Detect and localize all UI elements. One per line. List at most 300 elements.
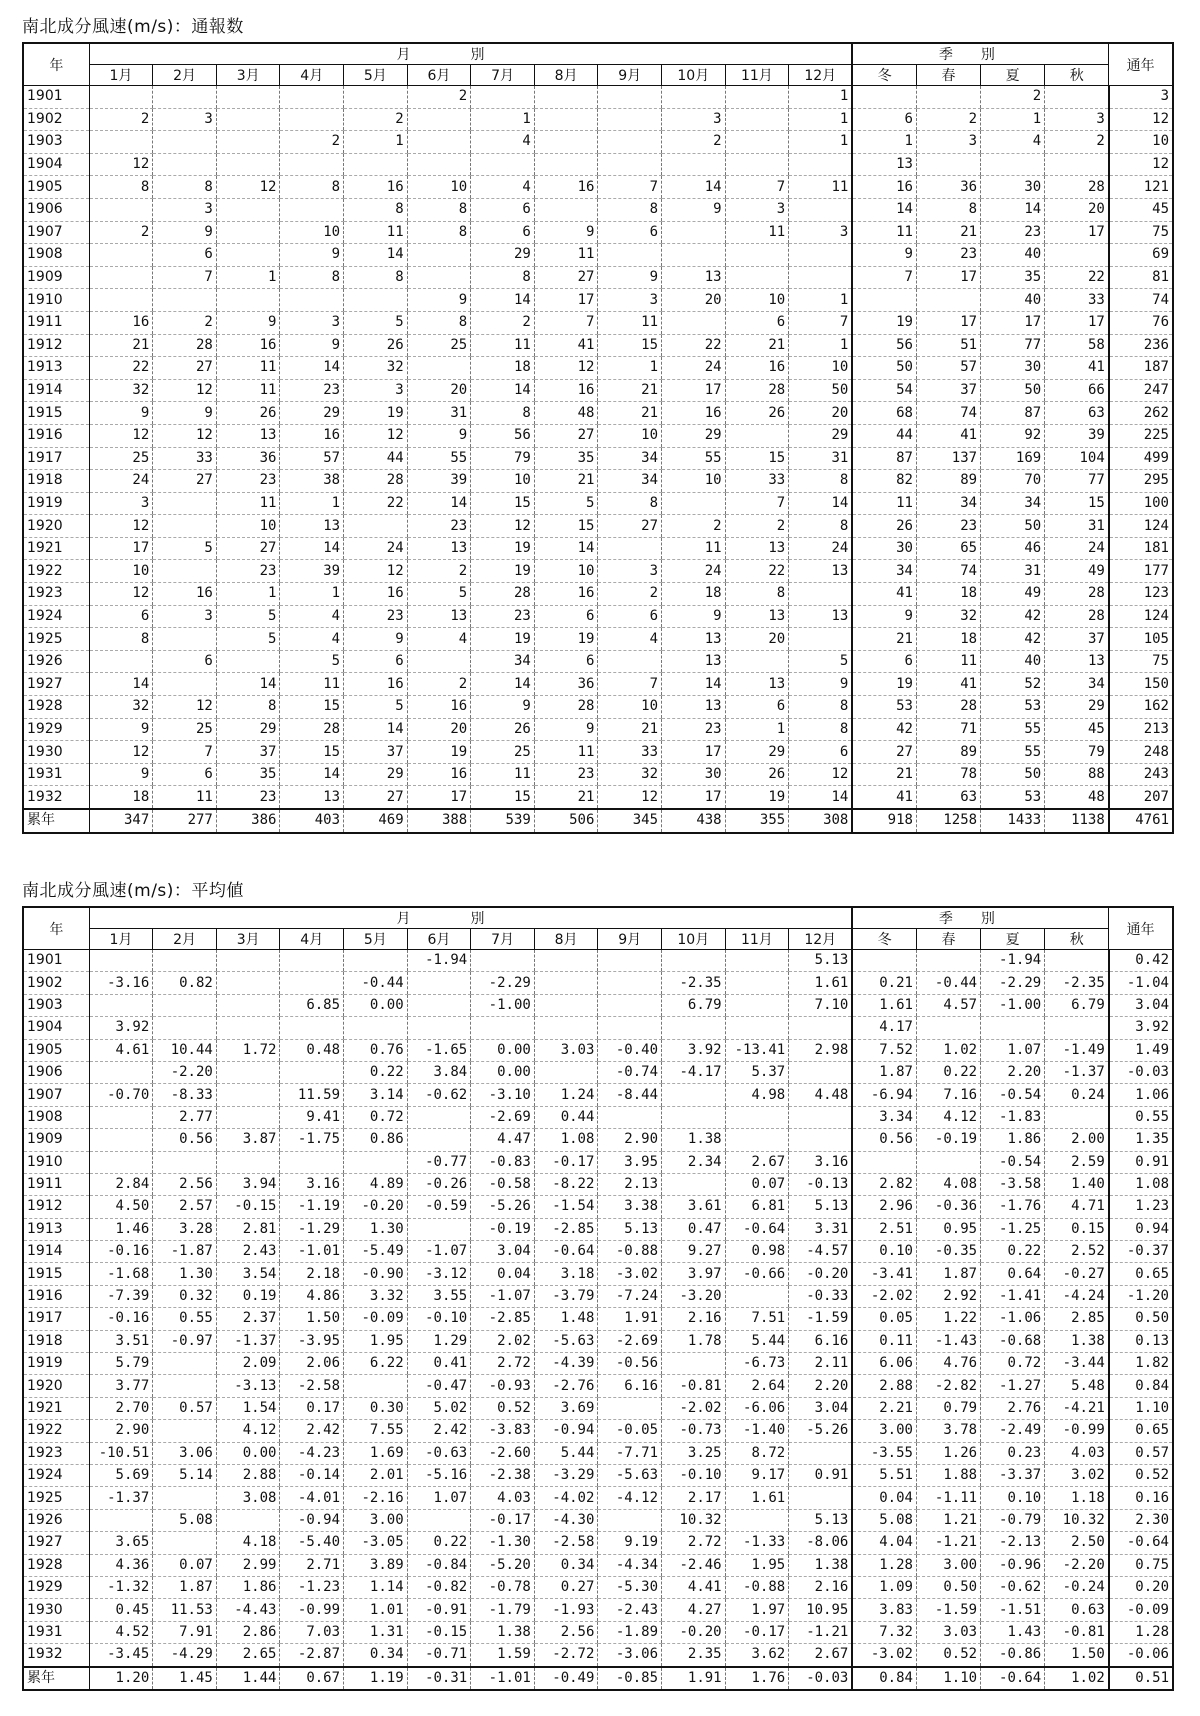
- year-cell: 1923: [23, 1442, 89, 1464]
- month-cell: 3.14: [344, 1084, 408, 1106]
- month-cell: [662, 221, 726, 244]
- season-cell: [1045, 244, 1109, 267]
- table-row: [23, 1464, 1173, 1486]
- month-cell: 5: [280, 650, 344, 673]
- month-cell: 277: [153, 809, 217, 833]
- month-cell: 6: [534, 605, 598, 628]
- season-cell: 1.18: [1045, 1487, 1109, 1509]
- season-cell: 4: [981, 131, 1045, 154]
- season-cell: 70: [981, 470, 1045, 493]
- month-cell: [153, 1353, 217, 1375]
- month-cell: [725, 131, 789, 154]
- month-cell: [725, 1285, 789, 1307]
- month-cell: 27: [153, 470, 217, 493]
- month-cell: 12: [89, 515, 153, 538]
- month-cell: 15: [280, 696, 344, 719]
- month-cell: [216, 1084, 280, 1106]
- season-cell: 41: [852, 786, 916, 809]
- month-cell: 21: [598, 379, 662, 402]
- month-cell: [598, 537, 662, 560]
- season-cell: -1.37: [1045, 1061, 1109, 1083]
- year-cell: 1905: [23, 176, 89, 199]
- annual-cell: 81: [1109, 266, 1173, 289]
- season-header: 夏: [981, 929, 1045, 950]
- table-row: [23, 1397, 1173, 1419]
- annual-cell: 75: [1109, 221, 1173, 244]
- season-cell: 0.23: [981, 1442, 1045, 1464]
- month-cell: [344, 1375, 408, 1397]
- season-cell: 1.02: [1045, 1667, 1109, 1690]
- month-cell: 6: [153, 244, 217, 267]
- month-cell: 7: [598, 176, 662, 199]
- annual-cell: 3.04: [1109, 994, 1173, 1016]
- month-cell: -2.20: [153, 1061, 217, 1083]
- year-cell: 1907: [23, 221, 89, 244]
- month-cell: 2: [725, 515, 789, 538]
- month-cell: -1.75: [280, 1129, 344, 1151]
- month-cell: 10.44: [153, 1039, 217, 1061]
- month-cell: 0.91: [789, 1464, 853, 1486]
- month-header: 2月: [153, 929, 217, 950]
- month-cell: [725, 153, 789, 176]
- month-cell: 1.61: [789, 972, 853, 994]
- month-cell: 1.76: [725, 1667, 789, 1690]
- season-header: 秋: [1045, 65, 1109, 86]
- month-cell: [789, 1442, 853, 1464]
- table-row: [23, 972, 1173, 994]
- month-cell: 20: [407, 379, 471, 402]
- month-cell: 1.29: [407, 1330, 471, 1352]
- month-cell: -0.20: [662, 1621, 726, 1643]
- month-cell: 14: [407, 492, 471, 515]
- month-cell: [789, 1487, 853, 1509]
- month-cell: 0.22: [344, 1061, 408, 1083]
- month-cell: 6.16: [789, 1330, 853, 1352]
- month-cell: 34: [471, 650, 535, 673]
- season-cell: 77: [1045, 470, 1109, 493]
- season-cell: 14: [981, 198, 1045, 221]
- month-cell: 8: [471, 402, 535, 425]
- month-cell: 1.31: [344, 1621, 408, 1643]
- month-cell: 23: [216, 786, 280, 809]
- table-row: [23, 718, 1173, 741]
- month-cell: 0.19: [216, 1285, 280, 1307]
- season-cell: 8: [916, 198, 980, 221]
- month-cell: 14: [471, 379, 535, 402]
- season-cell: -0.99: [1045, 1420, 1109, 1442]
- year-header: 年: [23, 43, 89, 86]
- month-cell: 16: [344, 176, 408, 199]
- month-header: 1月: [89, 65, 153, 86]
- month-cell: -0.81: [662, 1375, 726, 1397]
- month-cell: 11: [280, 673, 344, 696]
- season-cell: 0.10: [852, 1241, 916, 1263]
- month-cell: 4.41: [662, 1576, 726, 1598]
- season-cell: 66: [1045, 379, 1109, 402]
- annual-cell: 262: [1109, 402, 1173, 425]
- month-cell: 48: [534, 402, 598, 425]
- annual-cell: 124: [1109, 515, 1173, 538]
- season-cell: 41: [916, 424, 980, 447]
- table-row: [23, 1487, 1173, 1509]
- season-cell: 82: [852, 470, 916, 493]
- month-cell: 6: [789, 741, 853, 764]
- season-cell: 2.00: [1045, 1129, 1109, 1151]
- season-cell: 0.64: [981, 1263, 1045, 1285]
- month-header: 7月: [471, 929, 535, 950]
- month-cell: 2.71: [280, 1554, 344, 1576]
- month-cell: 16: [534, 176, 598, 199]
- month-cell: 14: [280, 357, 344, 380]
- month-cell: -4.43: [216, 1599, 280, 1621]
- month-header: 9月: [598, 929, 662, 950]
- month-cell: [789, 1106, 853, 1128]
- month-cell: 20: [789, 402, 853, 425]
- month-header: 8月: [534, 929, 598, 950]
- season-cell: -0.96: [981, 1554, 1045, 1576]
- month-cell: -0.70: [89, 1084, 153, 1106]
- season-cell: 11: [852, 221, 916, 244]
- season-cell: 36: [916, 176, 980, 199]
- season-cell: -0.86: [981, 1644, 1045, 1667]
- month-cell: [89, 198, 153, 221]
- season-cell: 34: [852, 560, 916, 583]
- month-cell: -2.72: [534, 1644, 598, 1667]
- month-cell: 2.90: [598, 1129, 662, 1151]
- month-cell: -4.01: [280, 1487, 344, 1509]
- month-cell: [789, 1129, 853, 1151]
- season-cell: 2.85: [1045, 1308, 1109, 1330]
- season-cell: 1.87: [916, 1263, 980, 1285]
- table-row: [23, 1017, 1173, 1039]
- month-cell: -5.49: [344, 1241, 408, 1263]
- month-cell: [407, 650, 471, 673]
- month-cell: 26: [216, 402, 280, 425]
- month-cell: 3.28: [153, 1218, 217, 1240]
- season-cell: 55: [981, 718, 1045, 741]
- season-cell: 50: [852, 357, 916, 380]
- year-cell: 1931: [23, 763, 89, 786]
- month-cell: 12: [89, 424, 153, 447]
- season-cell: 18: [916, 583, 980, 606]
- month-cell: 1.30: [153, 1263, 217, 1285]
- month-cell: 388: [407, 809, 471, 833]
- month-cell: [662, 492, 726, 515]
- table-row: [23, 515, 1173, 538]
- month-cell: 1: [598, 357, 662, 380]
- month-header: 7月: [471, 65, 535, 86]
- month-cell: -0.62: [407, 1084, 471, 1106]
- season-cell: [852, 1151, 916, 1173]
- season-cell: [852, 289, 916, 312]
- table-row: [23, 786, 1173, 809]
- month-cell: 2.17: [662, 1487, 726, 1509]
- month-cell: -0.94: [534, 1420, 598, 1442]
- month-cell: 79: [471, 447, 535, 470]
- month-cell: -0.09: [344, 1308, 408, 1330]
- year-cell: 1924: [23, 1464, 89, 1486]
- annual-cell: 1.06: [1109, 1084, 1173, 1106]
- month-cell: 0.86: [344, 1129, 408, 1151]
- season-cell: -2.13: [981, 1532, 1045, 1554]
- season-cell: 5.08: [852, 1509, 916, 1531]
- month-cell: 3: [662, 108, 726, 131]
- season-header: 冬: [852, 929, 916, 950]
- month-cell: 2: [471, 311, 535, 334]
- month-cell: 17: [407, 786, 471, 809]
- month-cell: [153, 153, 217, 176]
- season-cell: 23: [916, 515, 980, 538]
- month-cell: -6.06: [725, 1397, 789, 1419]
- month-cell: 9: [662, 198, 726, 221]
- season-cell: -1.41: [981, 1285, 1045, 1307]
- season-cell: [916, 289, 980, 312]
- annual-cell: 3.92: [1109, 1017, 1173, 1039]
- annual-cell: 213: [1109, 718, 1173, 741]
- season-cell: 18: [916, 628, 980, 651]
- month-cell: [216, 244, 280, 267]
- month-cell: 21: [89, 334, 153, 357]
- month-cell: [471, 950, 535, 972]
- month-cell: -0.15: [407, 1621, 471, 1643]
- table-row: [23, 1285, 1173, 1307]
- month-cell: 28: [344, 470, 408, 493]
- year-cell: 1928: [23, 696, 89, 719]
- month-cell: -2.69: [598, 1330, 662, 1352]
- month-cell: [534, 1017, 598, 1039]
- month-cell: 34: [598, 470, 662, 493]
- month-cell: [725, 972, 789, 994]
- year-cell: 1904: [23, 1017, 89, 1039]
- season-cell: 13: [852, 153, 916, 176]
- season-cell: 65: [916, 537, 980, 560]
- month-cell: [598, 994, 662, 1016]
- season-cell: 7.32: [852, 1621, 916, 1643]
- season-cell: [916, 1017, 980, 1039]
- month-cell: [153, 673, 217, 696]
- month-cell: 8: [153, 176, 217, 199]
- month-cell: 3.04: [789, 1397, 853, 1419]
- season-cell: 29: [1045, 696, 1109, 719]
- month-cell: 5: [216, 628, 280, 651]
- month-cell: 3.04: [471, 1241, 535, 1263]
- month-cell: 1.61: [725, 1487, 789, 1509]
- month-cell: [789, 1017, 853, 1039]
- annual-cell: 45: [1109, 198, 1173, 221]
- month-cell: 12: [789, 763, 853, 786]
- month-cell: 7.10: [789, 994, 853, 1016]
- month-cell: [153, 515, 217, 538]
- month-cell: 21: [534, 470, 598, 493]
- month-cell: 438: [662, 809, 726, 833]
- month-cell: [89, 1509, 153, 1531]
- month-cell: [216, 1106, 280, 1128]
- month-cell: 1.69: [344, 1442, 408, 1464]
- season-cell: 2.51: [852, 1218, 916, 1240]
- season-cell: 3: [1045, 108, 1109, 131]
- month-cell: [216, 972, 280, 994]
- month-cell: [153, 950, 217, 972]
- month-cell: 2.42: [407, 1420, 471, 1442]
- month-cell: [216, 650, 280, 673]
- month-cell: 3.25: [662, 1442, 726, 1464]
- month-cell: 2.43: [216, 1241, 280, 1263]
- season-cell: 30: [981, 176, 1045, 199]
- table-title: 南北成分風速(m/s)：平均値: [22, 881, 244, 901]
- year-cell: 1914: [23, 379, 89, 402]
- month-cell: -0.74: [598, 1061, 662, 1083]
- month-cell: 23: [216, 470, 280, 493]
- season-cell: -3.41: [852, 1263, 916, 1285]
- year-cell: 1913: [23, 357, 89, 380]
- month-cell: -3.79: [534, 1285, 598, 1307]
- month-cell: 3.61: [662, 1196, 726, 1218]
- month-cell: [89, 86, 153, 109]
- season-cell: 4.17: [852, 1017, 916, 1039]
- month-cell: 3.03: [534, 1039, 598, 1061]
- year-cell: 1917: [23, 447, 89, 470]
- month-cell: 5.13: [789, 950, 853, 972]
- season-cell: 17: [1045, 311, 1109, 334]
- month-cell: [216, 950, 280, 972]
- year-cell: 1921: [23, 537, 89, 560]
- season-cell: 6: [852, 108, 916, 131]
- month-cell: [216, 1151, 280, 1173]
- season-cell: 1.86: [981, 1129, 1045, 1151]
- month-cell: -1.40: [725, 1420, 789, 1442]
- season-cell: -1.83: [981, 1106, 1045, 1128]
- annual-cell: 4761: [1109, 809, 1173, 833]
- month-cell: 2.64: [725, 1375, 789, 1397]
- month-cell: 5.69: [89, 1464, 153, 1486]
- season-cell: -1.06: [981, 1308, 1045, 1330]
- month-cell: 35: [216, 763, 280, 786]
- month-cell: 5.14: [153, 1464, 217, 1486]
- month-cell: [280, 972, 344, 994]
- month-cell: 3.16: [280, 1173, 344, 1195]
- season-cell: 23: [916, 244, 980, 267]
- season-cell: -0.35: [916, 1241, 980, 1263]
- month-cell: 24: [89, 470, 153, 493]
- month-cell: 15: [471, 786, 535, 809]
- month-cell: 36: [216, 447, 280, 470]
- month-cell: [153, 560, 217, 583]
- month-cell: 7.55: [344, 1420, 408, 1442]
- month-header: 4月: [280, 929, 344, 950]
- month-cell: 2.84: [89, 1173, 153, 1195]
- year-cell: 1906: [23, 198, 89, 221]
- season-cell: -0.68: [981, 1330, 1045, 1352]
- month-cell: -1.59: [789, 1308, 853, 1330]
- month-cell: 3.00: [344, 1509, 408, 1531]
- annual-cell: 0.65: [1109, 1420, 1173, 1442]
- season-cell: -0.44: [916, 972, 980, 994]
- month-cell: 4: [407, 628, 471, 651]
- year-cell: 1919: [23, 1353, 89, 1375]
- month-cell: 9: [534, 221, 598, 244]
- month-cell: 24: [789, 537, 853, 560]
- month-cell: -6.73: [725, 1353, 789, 1375]
- month-cell: 6: [725, 696, 789, 719]
- annual-cell: 105: [1109, 628, 1173, 651]
- month-cell: 4.48: [789, 1084, 853, 1106]
- season-cell: -0.27: [1045, 1263, 1109, 1285]
- season-cell: 0.10: [981, 1487, 1045, 1509]
- month-header: 12月: [789, 65, 853, 86]
- month-cell: [407, 1129, 471, 1151]
- year-cell: 1912: [23, 1196, 89, 1218]
- annual-cell: 177: [1109, 560, 1173, 583]
- month-cell: -0.17: [725, 1621, 789, 1643]
- month-cell: 8.72: [725, 1442, 789, 1464]
- month-cell: 8: [789, 696, 853, 719]
- month-cell: 8: [280, 266, 344, 289]
- month-cell: 7: [725, 176, 789, 199]
- season-cell: 2.88: [852, 1375, 916, 1397]
- season-cell: 40: [981, 289, 1045, 312]
- season-cell: -0.24: [1045, 1576, 1109, 1598]
- month-cell: 23: [471, 605, 535, 628]
- annual-cell: 1.08: [1109, 1173, 1173, 1195]
- season-cell: -0.19: [916, 1129, 980, 1151]
- annual-header: 通年: [1109, 907, 1173, 950]
- month-cell: -0.63: [407, 1442, 471, 1464]
- season-cell: 32: [916, 605, 980, 628]
- month-cell: [598, 1106, 662, 1128]
- annual-cell: 75: [1109, 650, 1173, 673]
- month-cell: 12: [153, 696, 217, 719]
- month-cell: 5: [153, 537, 217, 560]
- season-cell: -2.82: [916, 1375, 980, 1397]
- month-cell: [344, 153, 408, 176]
- season-cell: 40: [981, 244, 1045, 267]
- year-cell: 1925: [23, 1487, 89, 1509]
- month-cell: [153, 1420, 217, 1442]
- month-cell: 0.07: [153, 1554, 217, 1576]
- season-cell: 4.12: [916, 1106, 980, 1128]
- month-cell: [471, 153, 535, 176]
- month-cell: [725, 86, 789, 109]
- season-cell: 21: [852, 763, 916, 786]
- month-cell: 2: [344, 108, 408, 131]
- month-cell: [153, 86, 217, 109]
- month-cell: 15: [598, 334, 662, 357]
- month-cell: -4.30: [534, 1509, 598, 1531]
- month-cell: 14: [662, 176, 726, 199]
- month-cell: 9.17: [725, 1464, 789, 1486]
- year-cell: 1926: [23, 1509, 89, 1531]
- season-cell: 1.88: [916, 1464, 980, 1486]
- table-row: [23, 447, 1173, 470]
- month-cell: -0.47: [407, 1375, 471, 1397]
- season-cell: 15: [1045, 492, 1109, 515]
- month-cell: 7.03: [280, 1621, 344, 1643]
- month-cell: 10: [280, 221, 344, 244]
- month-cell: 18: [662, 583, 726, 606]
- month-cell: [153, 1375, 217, 1397]
- season-header: 春: [916, 929, 980, 950]
- season-cell: 1.61: [852, 994, 916, 1016]
- month-cell: [598, 1017, 662, 1039]
- month-cell: 29: [216, 718, 280, 741]
- month-cell: [534, 972, 598, 994]
- month-cell: -3.16: [89, 972, 153, 994]
- month-cell: -0.97: [153, 1330, 217, 1352]
- season-cell: -0.62: [981, 1576, 1045, 1598]
- month-cell: 3.77: [89, 1375, 153, 1397]
- month-cell: 2.34: [662, 1151, 726, 1173]
- year-cell: 1903: [23, 131, 89, 154]
